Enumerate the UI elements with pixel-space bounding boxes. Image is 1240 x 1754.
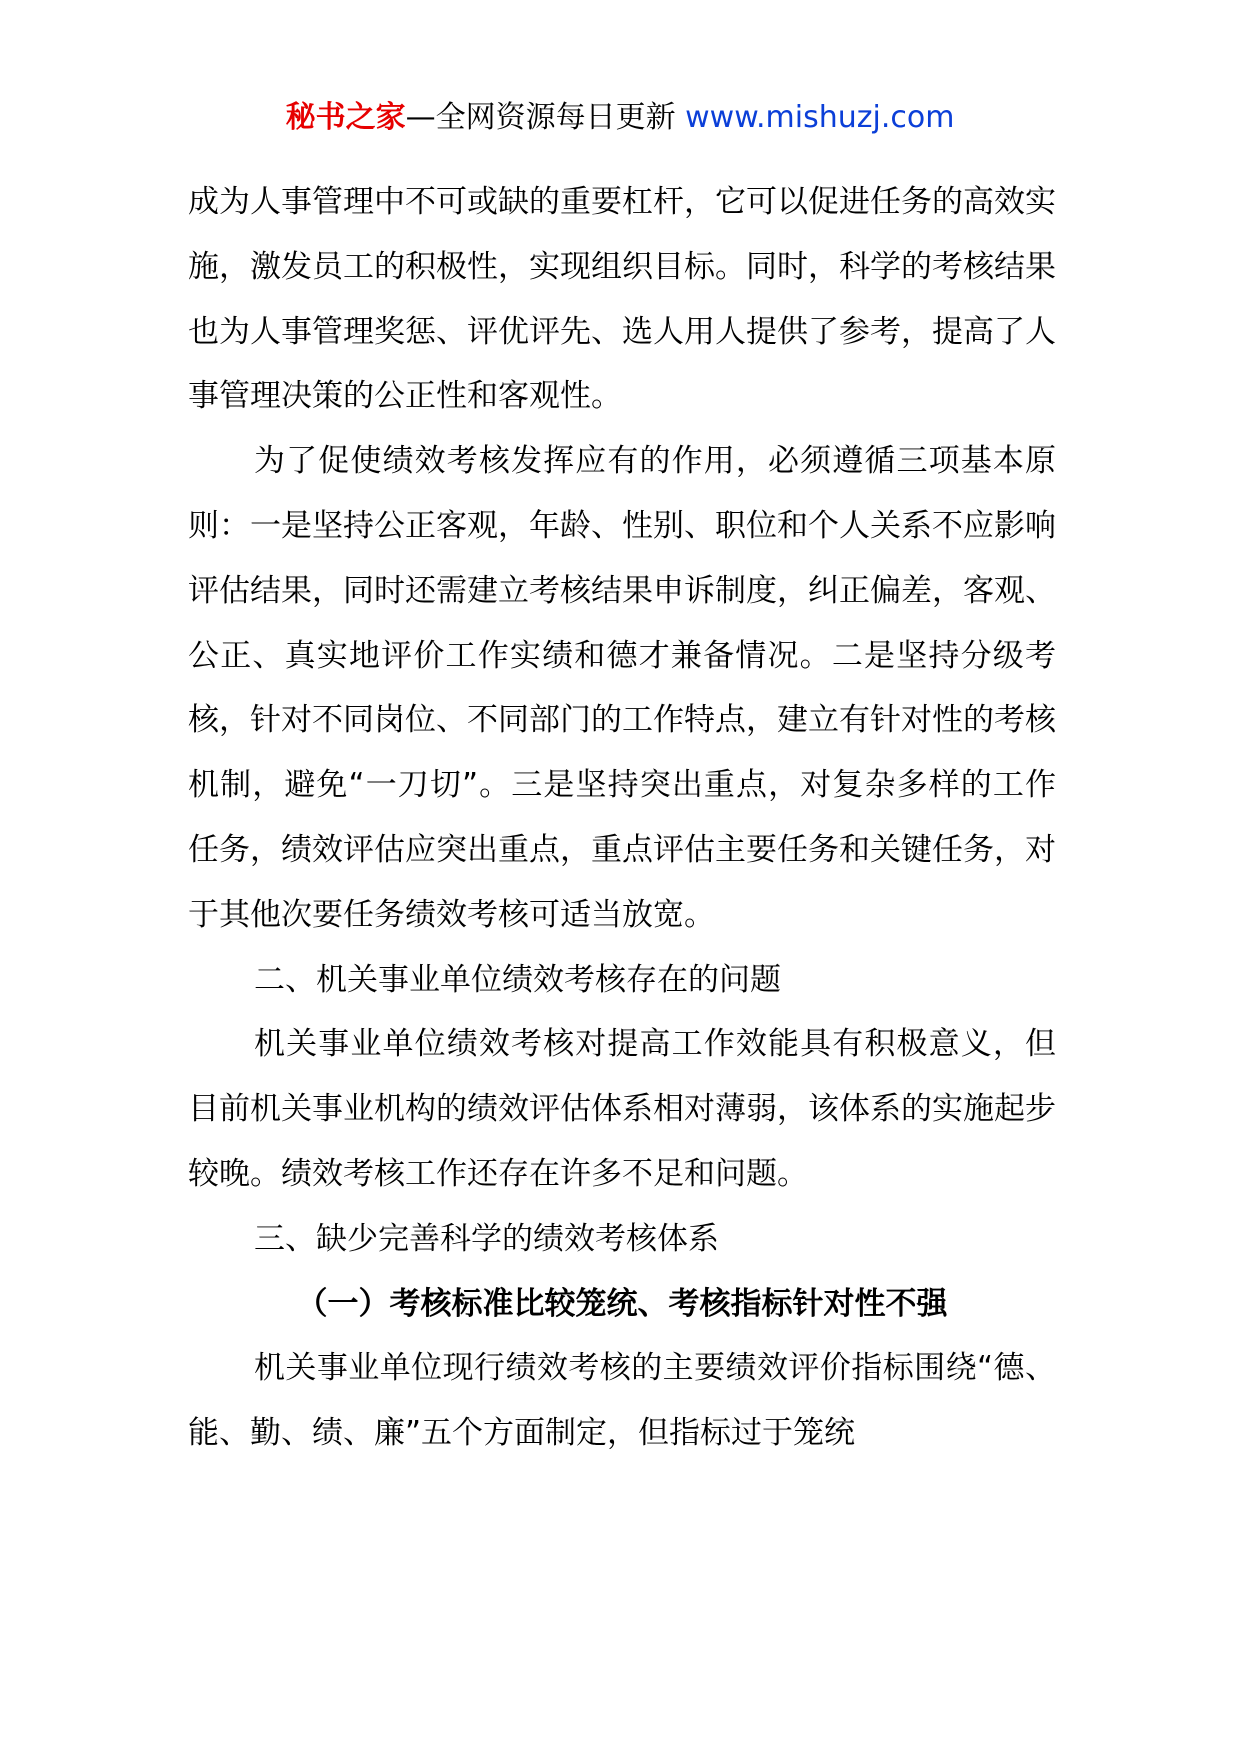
site-header [0, 98, 1240, 138]
document-body [188, 170, 1056, 1466]
paragraph-indicators: 机关事业单位现行绩效考核的主要绩效评价指标围绕“德、能、勤、绩、廉”五个方面制定，但指标过于笼统 [188, 1350, 1056, 1452]
paragraph-problems: 机关事业单位绩效考核对提高工作效能具有积极意义，但目前机关事业机构的绩效评估体系相对薄弱，该体系的实施起步较晚。绩效考核工作还存在许多不足和问题。 [188, 1026, 1056, 1192]
site-tagline: —全网资源每日更新 [405, 100, 686, 135]
subsection-heading-1: （一）考核标准比较笼统、考核指标针对性不强 [296, 1285, 948, 1322]
site-url-link[interactable]: www.mishuzj.com [685, 100, 955, 135]
paragraph-continuation: 成为人事管理中不可或缺的重要杠杆，它可以促进任务的高效实施，激发员工的积极性，实现组织目标。同时，科学的考核结果也为人事管理奖惩、评优评先、选人用人提供了参考，提高了人事管理决策的公正性和客观性。 [188, 184, 1056, 415]
site-brand: 秘书之家 [285, 100, 406, 135]
paragraph-principles: 为了促使绩效考核发挥应有的作用，必须遵循三项基本原则：一是坚持公正客观，年龄、性别、职位和个人关系不应影响评估结果，同时还需建立考核结果申诉制度，纠正偏差，客观、公正、真实地评价工作实绩和德才兼备情况。二是坚持分级考核，针对不同岗位、不同部门的工作特点，建立有针对性的考核机制，避免“一刀切”。三是坚持突出重点，对复杂多样的工作任务，绩效评估应突出重点，重点评估主要任务和关键任务，对于其他次要任务绩效考核可适当放宽。 [188, 443, 1056, 933]
section-heading-2: 二、机关事业单位绩效考核存在的问题 [254, 961, 781, 998]
section-heading-3: 三、缺少完善科学的绩效考核体系 [254, 1220, 719, 1257]
